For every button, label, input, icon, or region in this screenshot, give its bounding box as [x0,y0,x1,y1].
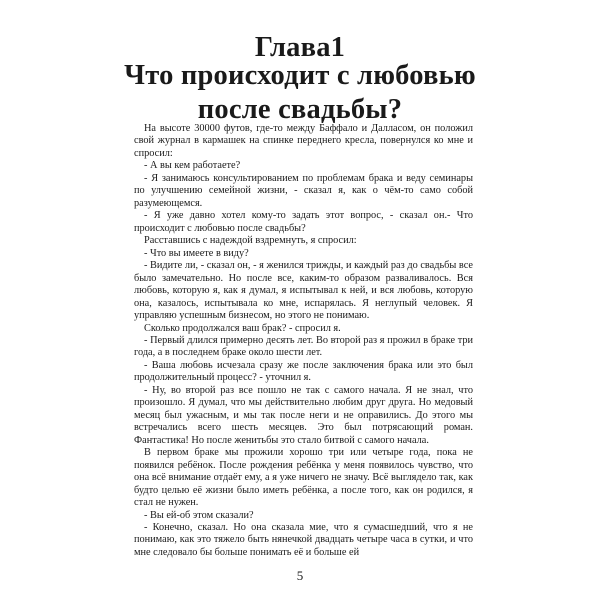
paragraph: - Ваша любовь исчезала сразу же после заключения брака или это был продолжительный процесс? - уточнил я. [134,359,473,384]
paragraph: - Ну, во второй раз все пошло не так с самого начала. Я не знал, что произошло. Я думал, что мы действительно любим друг друга. Но медовый месяц был ужасным, и мы так после неги и не оправились. До этого мы встречались всего шесть месяцев. Это был потрясающий роман. Фантастика! Но после женитьбы это стало битвой с самого начала. [134,384,473,446]
chapter-label: Глава1 [254,32,346,63]
paragraph: - Я уже давно хотел кому-то задать этот вопрос, - сказал он.- Что происходит с любовью после свадьбы? [134,210,473,234]
paragraph: - Конечно, сказал. Но она сказала мие, что я сумасшедший, что я не понимаю, как это тяжело быть нянечкой двадцать четыре часа в сутки, и что мне следовало бы больше понимать её и больше ей [134,522,473,558]
paragraph: Расставшись с надеждой вздремнуть, я спросил: [144,235,357,247]
paragraph: - Я занимаюсь консультированием по проблемам брака и веду семинары по улучшению семейной жизни, - сказал я, как о чём-то само собой разумеющемся. [134,172,473,209]
paragraph: - Что вы имеете в виду? [144,247,249,259]
paragraph: В первом браке мы прожили хорошо три или четыре года, пока не появился ребёнок. После рождения ребёнка у меня появилось чувство, что она всё внимание отдаёт ему, а я уже ничего не значу. Всё выглядело так, как будто целью её жизни было иметь ребёнка, а после того, как он родился, я стал не нужен. [134,447,473,509]
paragraph: - Видите ли, - сказал он, - я женился трижды, и каждый раз до свадьбы все было замечательно. Но после все, каким-то образом разваливалось. Вся любовь, которую я, как я думал, я испытывал к ней, и вся любовь, которую она, казалось, испытывала ко мне, испарялась. Я неглупый человек. Я управляю успешным бизнесом, но этого не понимаю. [134,260,473,322]
paragraph: - Вы ей-об этом сказали? [144,509,254,521]
page-number: 5 [296,568,304,583]
chapter-title-line-2: после свадьбы? [197,94,403,125]
body-text [134,123,473,559]
paragraph: - Первый длился примерно десять лет. Во второй раз я прожил в браке три года, а в последнем браке около шести лет. [134,334,473,359]
paragraph: На высоте 30000 футов, где-то между Баффало и Далласом, он положил свой журнал в кармашек на спинке переднего кресла, повернулся ко мне и спросил: [134,123,473,159]
paragraph: Сколько продолжался ваш брак? - спросил я. [144,322,341,334]
chapter-title-line-1: Что происходит с любовью [124,60,476,91]
paragraph: - А вы кем работаете? [144,160,241,172]
